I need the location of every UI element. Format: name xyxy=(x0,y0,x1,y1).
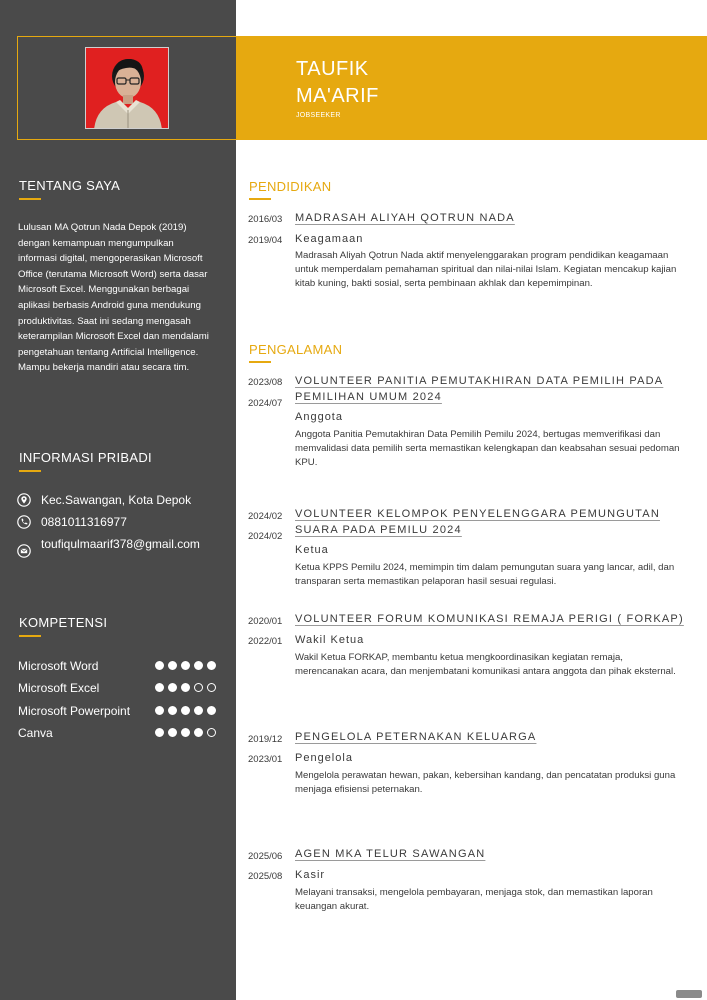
rating-dot-filled xyxy=(194,728,203,737)
rating-dot-filled xyxy=(155,661,164,670)
skill-rating xyxy=(151,706,216,715)
entry-title: AGEN MKA TELUR SAWANGAN xyxy=(295,848,486,860)
entry-title: PENGELOLA PETERNAKAN KELUARGA xyxy=(295,731,537,743)
entry-title: VOLUNTEER KELOMPOK PENYELENGGARA PEMUNGUTAN SUARA PADA PEMILU 2024 xyxy=(295,508,660,536)
skills-heading-rule xyxy=(19,635,41,637)
phone-text: 0881011316977 xyxy=(41,515,127,529)
rating-dot-filled xyxy=(181,706,190,715)
info-heading: INFORMASI PRIBADI xyxy=(19,450,152,465)
rating-dot-empty xyxy=(207,728,216,737)
end-date: 2019/04 xyxy=(248,235,283,246)
info-heading-rule xyxy=(19,470,41,472)
last-name: MA'ARIF xyxy=(296,85,379,107)
skill-name: Microsoft Excel xyxy=(18,681,100,695)
rating-dot-filled xyxy=(181,661,190,670)
entry-subtitle: Anggota xyxy=(295,411,343,423)
skill-rating xyxy=(151,683,216,692)
contact-email xyxy=(17,536,216,558)
skill-row xyxy=(18,726,218,742)
candidate-name xyxy=(296,56,379,110)
rating-dot-empty xyxy=(207,683,216,692)
skills-heading: KOMPETENSI xyxy=(19,615,108,630)
rating-dot-filled xyxy=(168,661,177,670)
rating-dot-filled xyxy=(181,683,190,692)
skill-row xyxy=(18,659,218,675)
contact-phone xyxy=(17,514,216,531)
start-date: 2016/03 xyxy=(248,214,283,225)
entry-title: VOLUNTEER PANITIA PEMUTAKHIRAN DATA PEMILIH PADA PEMILIHAN UMUM 2024 xyxy=(295,375,664,403)
start-date: 2024/02 xyxy=(248,511,283,522)
entry-subtitle: Ketua xyxy=(295,544,329,556)
about-heading: TENTANG SAYA xyxy=(19,178,121,193)
entry-title: MADRASAH ALIYAH QOTRUN NADA xyxy=(295,212,515,224)
entry-description: Wakil Ketua FORKAP, membantu ketua mengkoordinasikan kegiatan remaja, merencanakan acara, dan menjembatani komunikasi antara anggota dan pihak eksternal. xyxy=(295,652,676,677)
skill-rating xyxy=(151,661,216,670)
address-text: Kec.Sawangan, Kota Depok xyxy=(41,493,192,507)
end-date: 2024/02 xyxy=(248,531,283,542)
end-date: 2024/07 xyxy=(248,398,283,409)
entry-subtitle: Pengelola xyxy=(295,752,353,764)
end-date: 2022/01 xyxy=(248,636,283,647)
skill-rating xyxy=(151,728,216,737)
skill-name: Canva xyxy=(18,726,53,740)
email-text: toufiqulmaarif378@gmail.com xyxy=(41,537,200,551)
profile-photo xyxy=(85,47,169,129)
rating-dot-filled xyxy=(155,683,164,692)
start-date: 2023/08 xyxy=(248,377,283,388)
end-date: 2023/01 xyxy=(248,754,283,765)
start-date: 2020/01 xyxy=(248,616,283,627)
rating-dot-filled xyxy=(194,706,203,715)
skill-row xyxy=(18,704,218,720)
about-heading-rule xyxy=(19,198,41,200)
rating-dot-filled xyxy=(207,661,216,670)
rating-dot-filled xyxy=(194,661,203,670)
phone-icon xyxy=(17,515,31,529)
entry-subtitle: Kasir xyxy=(295,869,326,881)
entry-description: Ketua KPPS Pemilu 2024, memimpin tim dalam pemungutan suara yang lancar, adil, dan transparan serta memastikan pelaporan hasil sesuai regulasi. xyxy=(295,562,675,587)
skill-name: Microsoft Word xyxy=(18,659,99,673)
rating-dot-filled xyxy=(155,728,164,737)
rating-dot-filled xyxy=(207,706,216,715)
experience-heading-rule xyxy=(249,361,271,363)
rating-dot-filled xyxy=(181,728,190,737)
job-title: JOBSEEKER xyxy=(296,112,341,119)
contact-address xyxy=(17,492,216,509)
start-date: 2019/12 xyxy=(248,734,283,745)
start-date: 2025/06 xyxy=(248,851,283,862)
education-heading-rule xyxy=(249,198,271,200)
entry-title: VOLUNTEER FORUM KOMUNIKASI REMAJA PERIGI ( FORKAP) xyxy=(295,613,684,625)
entry-description: Anggota Panitia Pemutakhiran Data Pemilih Pemilu 2024, bertugas memverifikasi dan memvalidasi data pemilih serta memastikan kelengkapan dan keabsahan sesuai pedoman KPU. xyxy=(295,429,680,468)
rating-dot-filled xyxy=(155,706,164,715)
education-heading: PENDIDIKAN xyxy=(249,179,332,194)
skill-row xyxy=(18,681,218,697)
rating-dot-filled xyxy=(168,706,177,715)
rating-dot-filled xyxy=(168,683,177,692)
email-icon xyxy=(17,544,31,558)
entry-description: Mengelola perawatan hewan, pakan, kebersihan kandang, dan pencatatan produksi guna menjaga efisiensi peternakan. xyxy=(295,770,676,795)
rating-dot-empty xyxy=(194,683,203,692)
about-text: Lulusan MA Qotrun Nada Depok (2019) dengan kemampuan mengumpulkan informasi digital, mengoperasikan Microsoft Office (terutama Microsoft Word) serta dasar Microsoft Excel. Menggunakan berbagai aplikasi berbasis Android guna mendukung produktivitas. Saat ini sedang mengasah keterampilan Microsoft Excel dan mendalami pengetahuan tentang Artificial Intelligence. Mampu bekerja mandiri atau secara tim. xyxy=(18,222,209,374)
first-name: TAUFIK xyxy=(296,58,369,80)
location-pin-icon xyxy=(17,493,31,507)
entry-subtitle: Wakil Ketua xyxy=(295,634,365,646)
entry-description: Melayani transaksi, mengelola pembayaran, menjaga stok, dan memastikan laporan keuangan akurat. xyxy=(295,887,653,912)
rating-dot-filled xyxy=(168,728,177,737)
end-date: 2025/08 xyxy=(248,871,283,882)
entry-subtitle: Keagamaan xyxy=(295,233,364,245)
entry-description: Madrasah Aliyah Qotrun Nada aktif menyelenggarakan program pendidikan keagamaan untuk memperdalam pemahaman spiritual dan nilai-nilai Islam. Kegiatan mencakup kajian kitab kuning, bakti sosial, serta pembinaan akhlak dan kepemimpinan. xyxy=(295,250,677,289)
experience-heading: PENGALAMAN xyxy=(249,342,343,357)
skill-name: Microsoft Powerpoint xyxy=(18,704,131,718)
watermark-badge xyxy=(676,990,702,998)
